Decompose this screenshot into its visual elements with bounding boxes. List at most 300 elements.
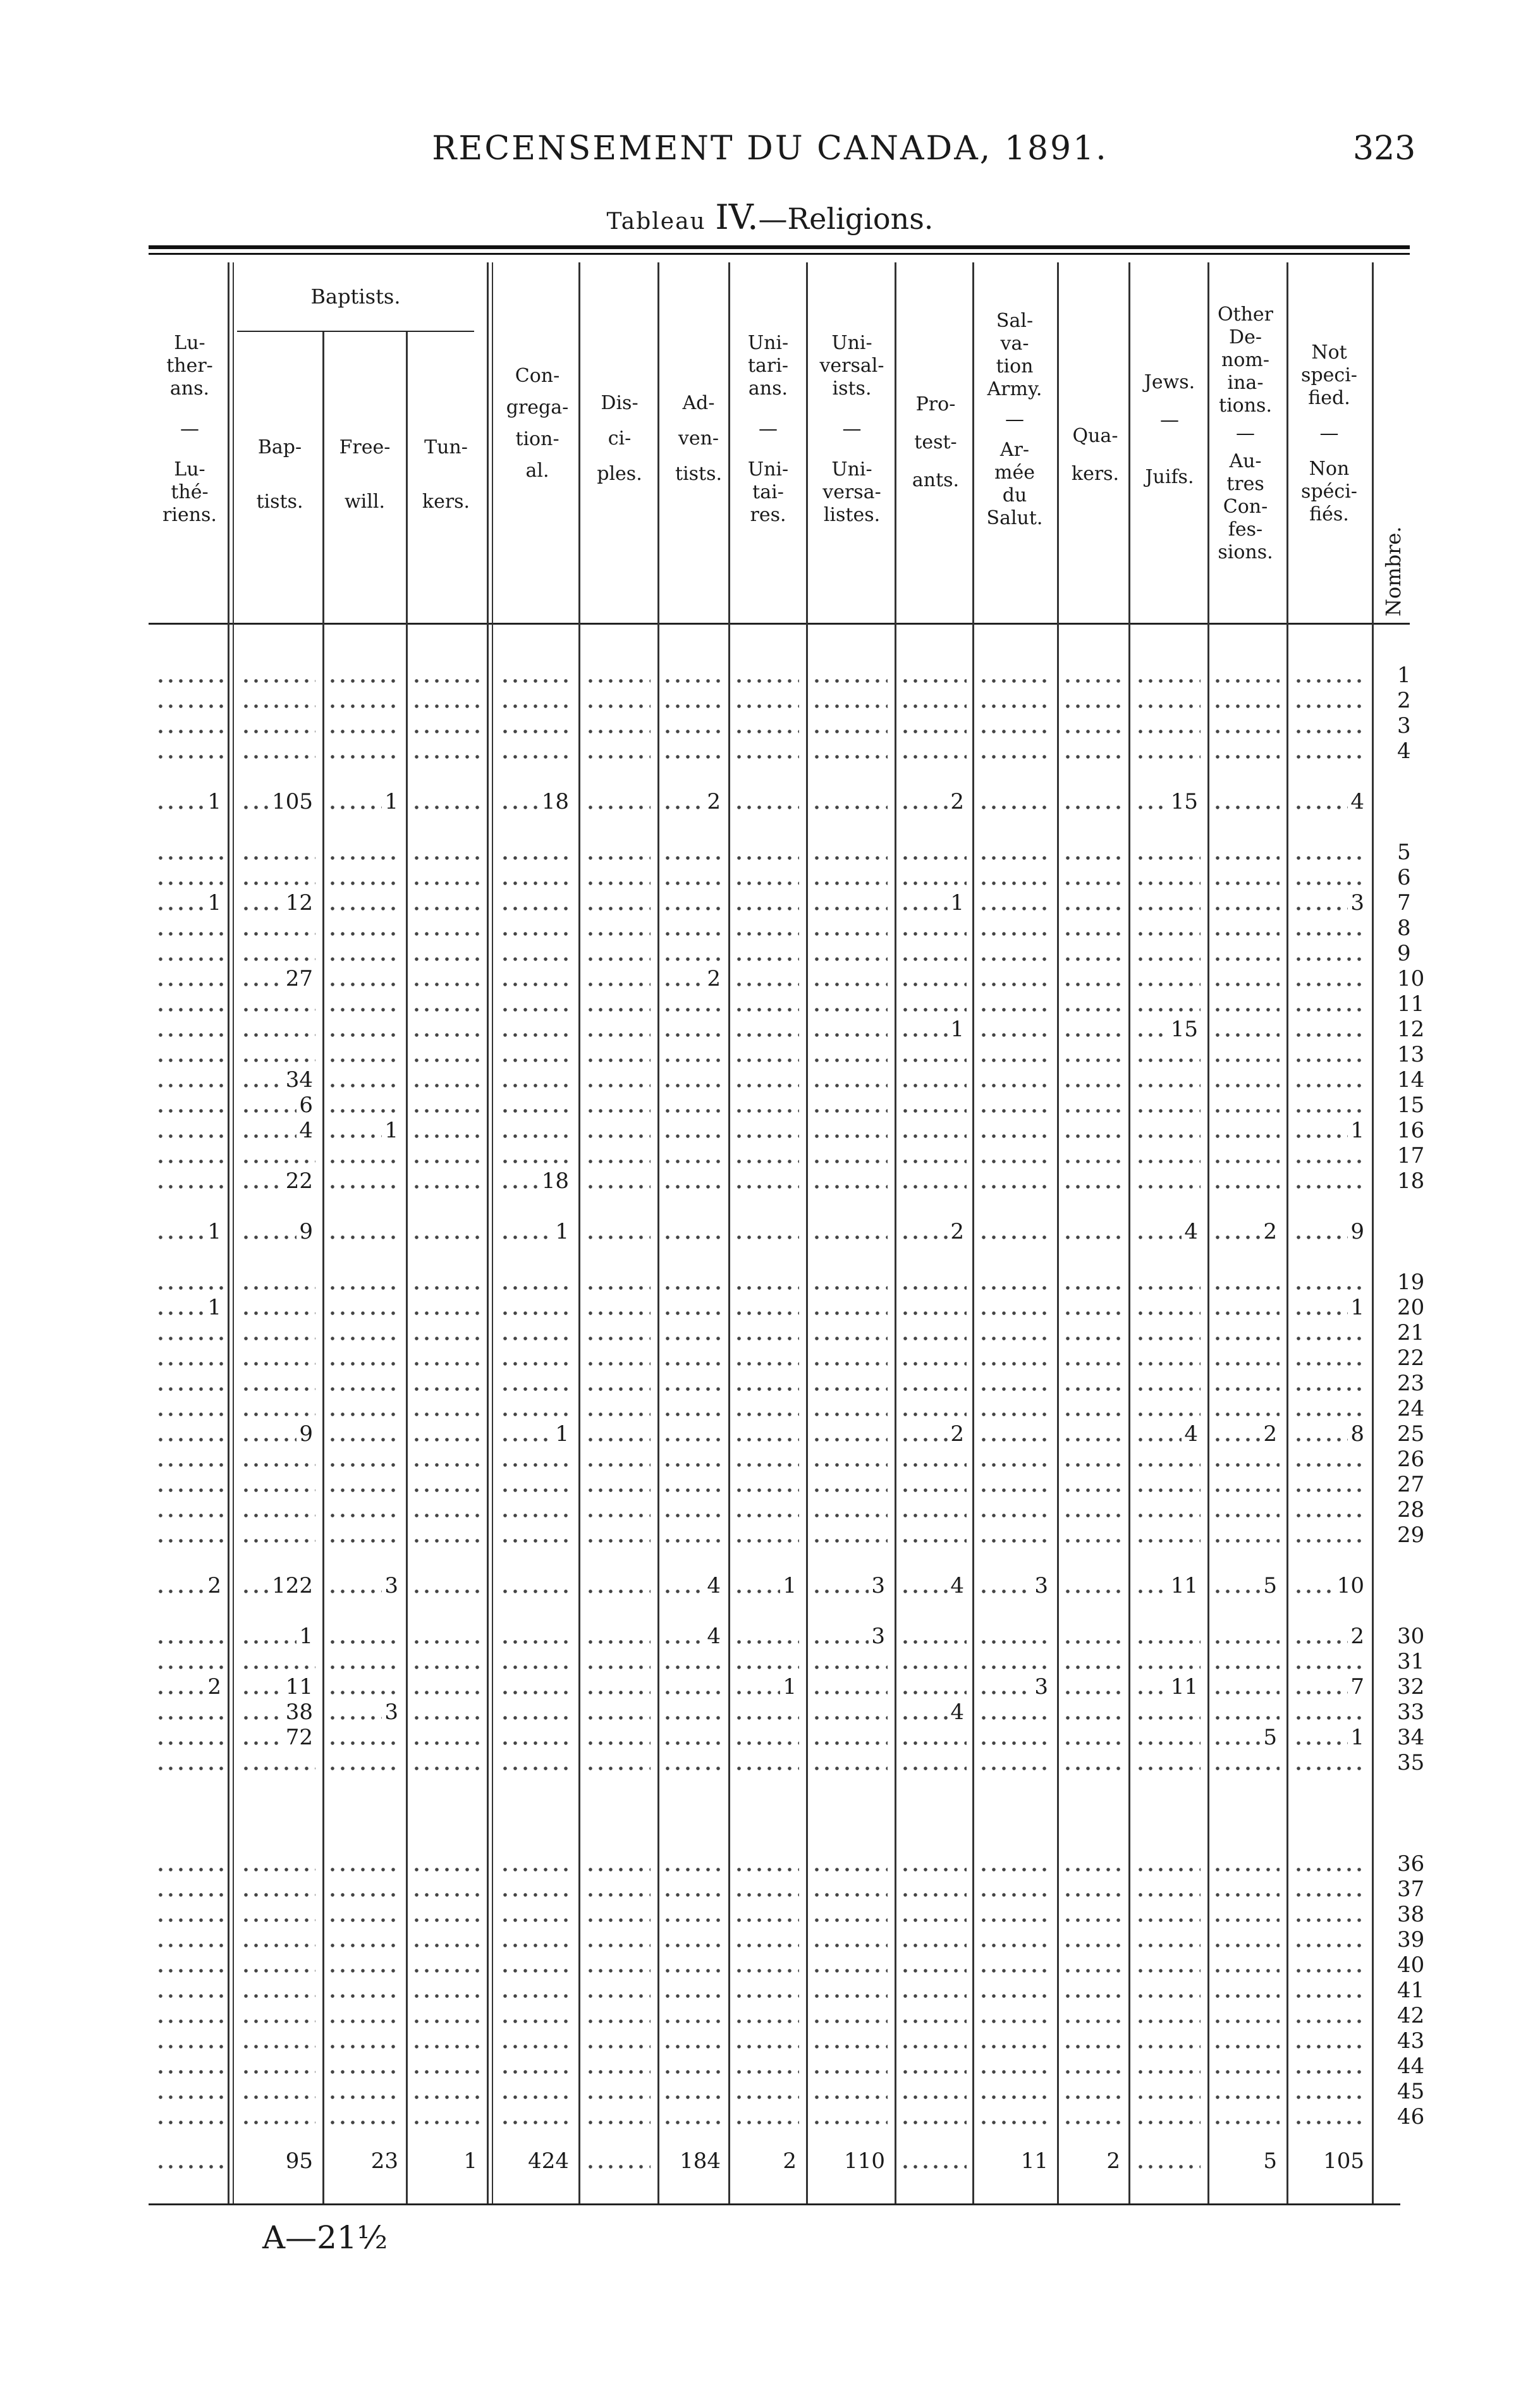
dot-leader [156,1084,224,1087]
dot-leader [1213,1463,1280,1467]
dot-leader [1293,2070,1367,2074]
dot-leader [241,856,315,860]
dot-leader [1293,856,1367,860]
dot-leader [412,730,480,733]
dot-leader [241,755,315,759]
dot-leader [241,1918,315,1922]
dot-leader [412,1944,480,1947]
dot-leader [412,1463,480,1467]
dot-leader [734,1514,799,1517]
dot-leader [500,1539,571,1543]
dot-leader [156,1286,224,1290]
cell-not-specified: 8 [1350,1421,1364,1447]
dot-leader [156,2019,224,2023]
dot-leader [734,1665,799,1669]
dot-leader [156,881,224,885]
dot-leader [500,2019,571,2023]
cell-jews: 4 [1184,1421,1198,1447]
row-number: 46 [1397,2104,1425,2129]
dot-leader [663,957,723,961]
dot-leader [585,2019,651,2023]
dot-leader [979,805,1051,809]
page-number: 323 [1353,130,1416,168]
dot-leader [1063,1665,1123,1669]
dot-leader [663,1311,723,1315]
dot-leader [412,805,480,809]
dot-leader [734,2121,799,2124]
dot-leader [412,1716,480,1720]
dot-leader [900,1008,967,1012]
cell-quakers: 2 [1106,2148,1120,2174]
cell-jews: 11 [1170,1573,1198,1598]
dot-leader [663,1741,723,1745]
column-line [657,262,659,2203]
dot-leader [412,1918,480,1922]
dot-leader [1135,704,1201,708]
dot-leader [663,1084,723,1087]
dot-leader [900,881,967,885]
dot-leader [327,1944,401,1947]
cell-other: 2 [1263,1219,1277,1244]
dot-leader [1213,983,1280,986]
dot-leader [663,2045,723,2049]
dot-leader [734,679,799,683]
dot-leader [812,679,888,683]
dot-leader [585,1337,651,1340]
dot-leader [327,704,401,708]
dot-leader [585,1463,651,1467]
dot-leader [585,2121,651,2124]
cell-adventists: 4 [707,1573,721,1598]
dot-leader [1293,755,1367,759]
dot-leader [1135,679,1201,683]
dot-leader [585,1969,651,1973]
dot-leader [156,1362,224,1366]
dot-leader [979,2095,1051,2099]
cell-not-specified: 4 [1350,789,1364,814]
dot-leader [1213,2019,1280,2023]
dot-leader [241,679,315,683]
dot-leader [585,1590,651,1593]
dot-leader [812,1463,888,1467]
dot-leader [663,1235,723,1239]
dot-leader [156,1387,224,1391]
dot-leader [156,1716,224,1720]
dot-leader [979,1767,1051,1770]
dot-leader [663,1008,723,1012]
dot-leader [585,1185,651,1189]
dot-leader [585,1008,651,1012]
dot-leader [585,2070,651,2074]
dot-leader [812,1008,888,1012]
dot-leader [734,1438,799,1442]
dot-leader [900,2121,967,2124]
dot-leader [734,1488,799,1492]
dot-leader [156,1868,224,1871]
column-line [1286,262,1288,2203]
cell-protestants: 2 [950,789,964,814]
dot-leader [1213,805,1280,809]
dot-leader [900,1944,967,1947]
dot-leader [412,1438,480,1442]
dot-leader [734,856,799,860]
table-title [0,197,1540,237]
dot-leader [241,2019,315,2023]
cell-not-specified: 9 [1350,1219,1364,1244]
dot-leader [1293,1084,1367,1087]
dot-leader [1135,1767,1201,1770]
dot-leader [1135,2121,1201,2124]
dot-leader [1135,1058,1201,1062]
dot-leader [900,1412,967,1416]
dot-leader [327,1463,401,1467]
dot-leader [900,983,967,986]
dot-leader [900,1387,967,1391]
dot-leader [1063,1311,1123,1315]
dot-leader [327,1185,401,1189]
dot-leader [156,2121,224,2124]
dot-leader [327,1488,401,1492]
dot-leader [1293,730,1367,733]
dot-leader [585,2095,651,2099]
cell-other: 2 [1263,1421,1277,1447]
dot-leader [1135,856,1201,860]
dot-leader [412,1767,480,1770]
header-baptists-group: Baptists. [310,285,401,309]
dot-leader [1293,1109,1367,1113]
dot-leader [1293,2019,1367,2023]
dot-leader [663,1438,723,1442]
dot-leader [734,1640,799,1644]
dot-leader [979,1868,1051,1871]
dot-leader [156,1488,224,1492]
dot-leader [1293,932,1367,936]
dot-leader [1293,1514,1367,1517]
dot-leader [585,1488,651,1492]
dot-leader [812,1235,888,1239]
dot-leader [812,1918,888,1922]
dot-leader [663,1488,723,1492]
dot-leader [979,1640,1051,1644]
dot-leader [1213,1109,1280,1113]
dot-leader [812,1767,888,1770]
dot-leader [241,1665,315,1669]
dot-leader [979,1514,1051,1517]
dot-leader [979,1084,1051,1087]
dot-leader [812,983,888,986]
dot-leader [327,1893,401,1897]
header-unitarians: Uni- tari- ans. — Uni- tai- res. [747,332,789,526]
dot-leader [979,1286,1051,1290]
row-number: 38 [1397,1902,1425,1927]
dot-leader [241,1893,315,1897]
dot-leader [327,1008,401,1012]
dot-leader [412,1084,480,1087]
column-line [406,332,408,2203]
dot-leader [500,1665,571,1669]
dot-leader [500,730,571,733]
dot-leader [500,1109,571,1113]
dot-leader [500,1463,571,1467]
dot-leader [663,679,723,683]
dot-leader [734,2095,799,2099]
dot-leader [500,1134,571,1138]
dot-leader [1135,1488,1201,1492]
dot-leader [156,1893,224,1897]
cell-jews: 15 [1170,789,1198,814]
dot-leader [585,856,651,860]
dot-leader [1063,755,1123,759]
dot-leader [241,1994,315,1998]
dot-leader [734,2019,799,2023]
dot-leader [156,2165,224,2169]
dot-leader [327,2019,401,2023]
dot-leader [663,2121,723,2124]
dot-leader [734,983,799,986]
cell-not-specified: 1 [1350,1118,1364,1143]
dot-leader [241,704,315,708]
dot-leader [1135,1362,1201,1366]
dot-leader [812,1286,888,1290]
cell-baptists: 34 [285,1067,313,1093]
dot-leader [979,1488,1051,1492]
dot-leader [812,932,888,936]
dot-leader [156,1741,224,1745]
dot-leader [1063,856,1123,860]
dot-leader [1063,1590,1123,1593]
dot-leader [812,1944,888,1947]
dot-leader [1293,679,1367,683]
dot-leader [979,1463,1051,1467]
cell-unitarians: 1 [783,1573,797,1598]
dot-leader [1063,1918,1123,1922]
dot-leader [500,679,571,683]
dot-leader [1213,1716,1280,1720]
dot-leader [1213,1286,1280,1290]
dot-leader [327,1033,401,1037]
dot-leader [1135,755,1201,759]
header-disciples: Dis- ci- ples. [597,392,642,485]
dot-leader [585,1994,651,1998]
dot-leader [156,1058,224,1062]
dot-leader [156,1539,224,1543]
dot-leader [979,983,1051,986]
dot-leader [734,1160,799,1163]
dot-leader [412,2095,480,2099]
dot-leader [327,1387,401,1391]
dot-leader [585,679,651,683]
dot-leader [327,1235,401,1239]
dot-leader [1063,1640,1123,1644]
table-suffix: —Religions. [758,202,934,236]
dot-leader [1213,1033,1280,1037]
dot-leader [812,1893,888,1897]
dot-leader [734,1058,799,1062]
column-line [972,262,974,2203]
dot-leader [327,1969,401,1973]
dot-leader [327,881,401,885]
dot-leader [812,1387,888,1391]
dot-leader [1213,1539,1280,1543]
dot-leader [1213,1387,1280,1391]
dot-leader [585,730,651,733]
dot-leader [1135,730,1201,733]
dot-leader [979,1665,1051,1669]
dot-leader [327,1412,401,1416]
dot-leader [1063,1438,1123,1442]
cell-congregational: 1 [555,1219,569,1244]
dot-leader [900,1286,967,1290]
cell-adventists: 2 [707,789,721,814]
dot-leader [1213,1311,1280,1315]
row-number: 11 [1397,991,1425,1017]
dot-leader [1135,1387,1201,1391]
dot-leader [585,1665,651,1669]
dot-leader [1293,1033,1367,1037]
dot-leader [1293,1969,1367,1973]
dot-leader [979,755,1051,759]
column-line [1057,262,1059,2203]
cell-baptists: 9 [299,1219,313,1244]
dot-leader [900,1160,967,1163]
row-number: 22 [1397,1345,1425,1371]
dot-leader [663,1109,723,1113]
cell-tunkers: 1 [463,2148,477,2174]
dot-leader [241,2121,315,2124]
dot-leader [734,907,799,910]
dot-leader [412,1235,480,1239]
dot-leader [500,1337,571,1340]
dot-leader [1063,1185,1123,1189]
dot-leader [412,1969,480,1973]
dot-leader [241,730,315,733]
dot-leader [1135,1134,1201,1138]
dot-leader [1213,957,1280,961]
cell-universalists: 110 [844,2148,885,2174]
dot-leader [1063,1109,1123,1113]
dot-leader [1213,1893,1280,1897]
dot-leader [156,1665,224,1669]
dot-leader [327,1665,401,1669]
dot-leader [734,1337,799,1340]
dot-leader [156,1109,224,1113]
printer-signature: A—21½ [262,2219,388,2256]
cell-not-specified: 2 [1350,1624,1364,1649]
row-number: 21 [1397,1320,1425,1345]
dot-leader [734,1741,799,1745]
cell-congregational: 18 [541,789,569,814]
dot-leader [412,1337,480,1340]
dot-leader [812,1084,888,1087]
dot-leader [812,805,888,809]
cell-lutherans: 1 [207,890,221,916]
dot-leader [979,1387,1051,1391]
dot-leader [585,1084,651,1087]
header-freewill: Free- will. [339,436,391,513]
cell-universalists: 3 [871,1573,885,1598]
dot-leader [1293,1539,1367,1543]
dot-leader [156,932,224,936]
cell-baptists: 72 [285,1725,313,1750]
dot-leader [1135,957,1201,961]
dot-leader [412,1109,480,1113]
dot-leader [1213,2121,1280,2124]
dot-leader [327,1741,401,1745]
dot-leader [663,1514,723,1517]
dot-leader [585,1033,651,1037]
cell-congregational: 1 [555,1421,569,1447]
dot-leader [812,755,888,759]
dot-leader [327,1539,401,1543]
dot-leader [812,1058,888,1062]
dot-leader [1135,907,1201,910]
dot-leader [241,1362,315,1366]
dot-leader [1293,1387,1367,1391]
dot-leader [1213,1944,1280,1947]
row-number: 39 [1397,1927,1425,1952]
dot-leader [812,1868,888,1871]
dot-leader [156,1969,224,1973]
dot-leader [156,1008,224,1012]
dot-leader [1063,1235,1123,1239]
dot-leader [585,805,651,809]
dot-leader [1293,1286,1367,1290]
dot-leader [500,1741,571,1745]
dot-leader [1213,1084,1280,1087]
dot-leader [663,1918,723,1922]
row-number: 45 [1397,2079,1425,2104]
dot-leader [1135,2045,1201,2049]
dot-leader [812,1741,888,1745]
dot-leader [812,704,888,708]
dot-leader [1213,1514,1280,1517]
dot-leader [327,1918,401,1922]
dot-leader [1213,1665,1280,1669]
dot-leader [734,1235,799,1239]
cell-protestants: 2 [950,1421,964,1447]
dot-leader [156,1640,224,1644]
dot-leader [241,2070,315,2074]
dot-leader [412,2019,480,2023]
dot-leader [1213,907,1280,910]
dot-leader [327,1514,401,1517]
dot-leader [1063,1488,1123,1492]
dot-leader [812,856,888,860]
cell-not-specified: 7 [1350,1674,1364,1700]
dot-leader [500,1311,571,1315]
row-number: 13 [1397,1042,1425,1067]
dot-leader [1063,1741,1123,1745]
dot-leader [241,1160,315,1163]
dot-leader [585,1362,651,1366]
header-baptists: Bap- tists. [256,436,303,513]
dot-leader [1293,2045,1367,2049]
cell-protestants: 1 [950,890,964,916]
row-number: 35 [1397,1750,1425,1775]
dot-leader [1293,1868,1367,1871]
dot-leader [1213,856,1280,860]
dot-leader [734,1134,799,1138]
dot-leader [900,1362,967,1366]
dot-leader [500,983,571,986]
dot-leader [412,679,480,683]
dot-leader [812,1488,888,1492]
dot-leader [156,1412,224,1416]
dot-leader [585,1438,651,1442]
cell-salvation-army: 11 [1020,2148,1048,2174]
dot-leader [412,2070,480,2074]
cell-adventists: 2 [707,966,721,991]
